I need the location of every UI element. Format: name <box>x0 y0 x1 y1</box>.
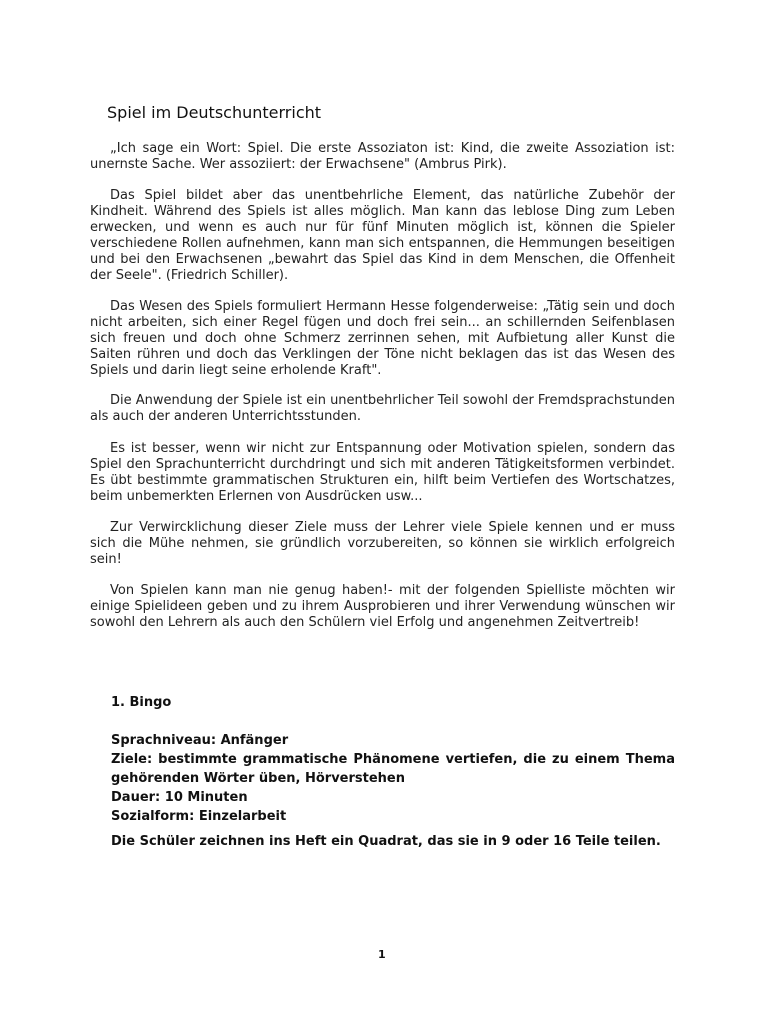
duration: Dauer: 10 Minuten <box>111 790 248 805</box>
paragraph-3: Das Wesen des Spiels formuliert Hermann Hesse folgenderweise: „Tätig sein und doch nicht arbeiten, sich einer Regel fügen und doch frei sein... an schillernden Seifenblasen sich freuen und doch ohne Schmerz zerrinnen sehen, mit Aufbietung aller Kunst die Saiten rühren und doch das Verklingen der Töne nicht beklagen das ist das Wesen des Spiels und darin liegt seine erholende Kraft". <box>90 299 675 378</box>
paragraph-7: Von Spielen kann man nie genug haben!- mit der folgenden Spielliste möchten wir einige Spielideen geben und zu ihrem Ausprobieren und ihrer Verwendung wünschen wir sowohl den Lehrern als auch den Schülern viel Erfolg und angenehmen Zeitvertreib! <box>90 583 675 630</box>
social-form: Sozialform: Einzelarbeit <box>111 809 287 824</box>
paragraph-6: Zur Verwircklichung dieser Ziele muss der Lehrer viele Spiele kennen und er muss sich die Mühe nehmen, sie gründlich vorzubereiten, so können sie wirklich erfolgreich sein! <box>90 520 675 567</box>
learning-goals: Ziele: bestimmte grammatische Phänomene vertiefen, die zu einem Thema gehörenden Wörter üben, Hörverstehen <box>111 752 675 786</box>
game-heading: 1. Bingo <box>111 695 172 710</box>
game-instruction: Die Schüler zeichnen ins Heft ein Quadrat, das sie in 9 oder 16 Teile teilen. <box>111 834 661 849</box>
page-number: 1 <box>378 948 386 961</box>
language-level: Sprachniveau: Anfänger <box>111 733 289 748</box>
document-title: Spiel im Deutschunterricht <box>107 103 322 122</box>
paragraph-4: Die Anwendung der Spiele ist ein unentbehrlicher Teil sowohl der Fremdsprachstunden als auch der anderen Unterrichtsstunden. <box>90 393 675 424</box>
paragraph-1: „Ich sage ein Wort: Spiel. Die erste Assoziaton ist: Kind, die zweite Assoziation ist: unernste Sache. Wer assoziiert: der Erwachsene" (Ambrus Pirk). <box>90 141 675 172</box>
paragraph-5: Es ist besser, wenn wir nicht zur Entspannung oder Motivation spielen, sondern das Spiel den Sprachunterricht durchdringt und sich mit anderen Tätigkeitsformen verbindet. Es übt bestimmte grammatischen Strukturen ein, hilft beim Vertiefen des Wortschatzes, beim unbemerkten Erlernen von Ausdrücken usw... <box>90 441 675 504</box>
paragraph-2: Das Spiel bildet aber das unentbehrliche Element, das natürliche Zubehör der Kindheit. Während des Spiels ist alles möglich. Man kann das leblose Ding zum Leben erwecken, und wenn es auch nur für fünf Minuten möglich ist, können die Spieler verschiedene Rollen aufnehmen, kann man sich entspannen, die Hemmungen beseitigen und bei den Erwachsenen „bewahrt das Spiel das Kind in dem Menschen, die Offenheit der Seele". (Friedrich Schiller). <box>90 188 675 283</box>
game-metadata <box>90 731 675 826</box>
